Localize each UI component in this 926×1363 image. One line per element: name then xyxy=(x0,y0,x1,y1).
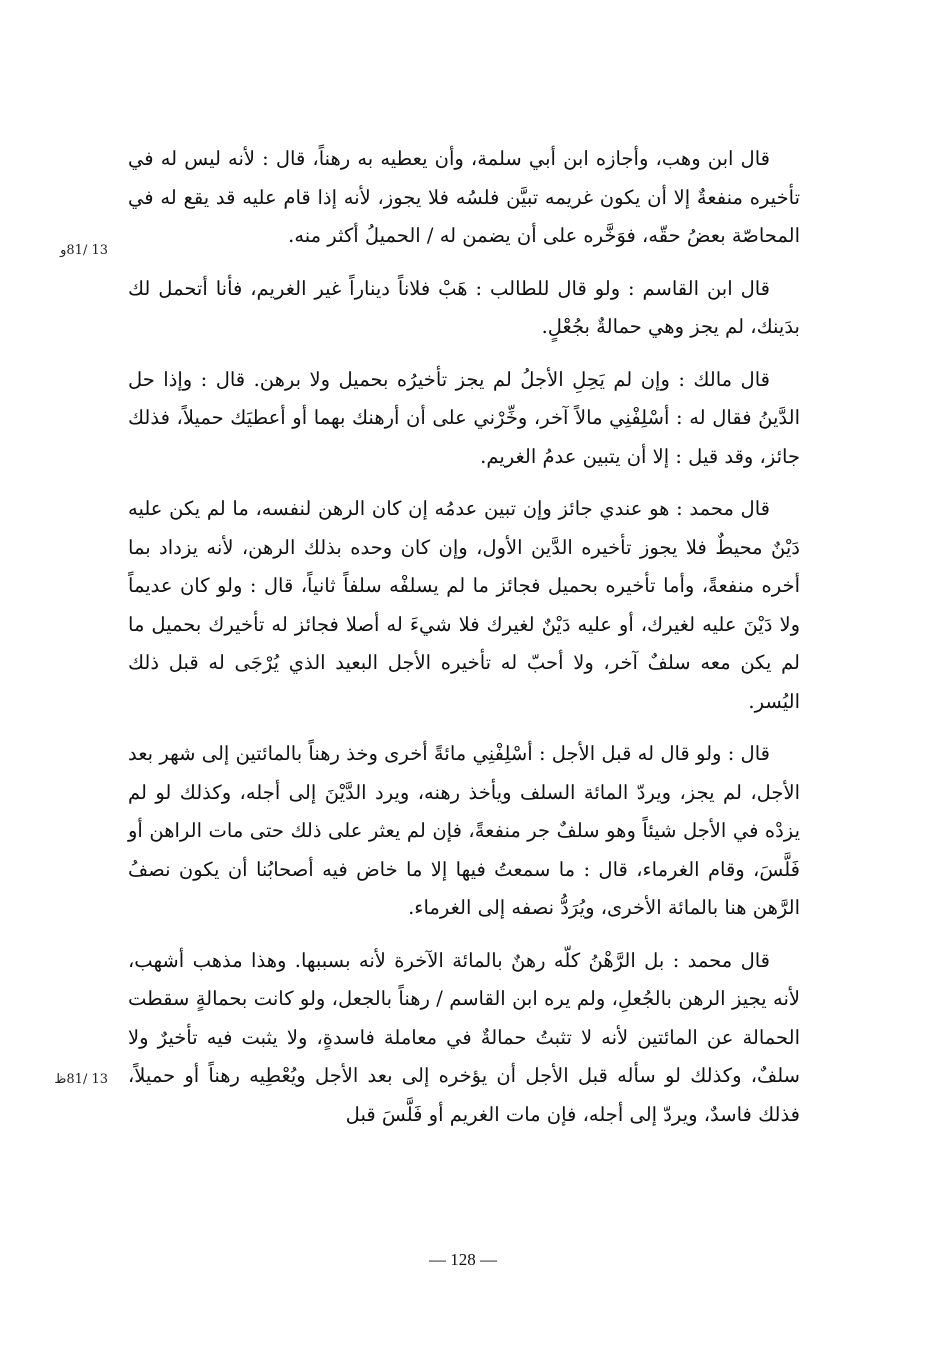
paragraph: قال محمد : هو عندي جائز وإن تبين عدمُه إن كان الرهن لنفسه، ما لم يكن عليه دَيْنٌ محيطٌ فلا يجوز تأخيره الدَّين الأول، وإن كان وحده بذلك الرهن، لأنه يزداد بما أخره منفعةً، وأما تأخيره بحميل فجائز ما لم يسلفْه سلفاً ثانياً، قال : ولو كان عديماً ولا دَيْنَ عليه لغيرك، أو عليه دَيْنٌ لغيرك فلا شيءَ له أصلا فجائز له تأخيرك بحميل ما لم يكن معه سلفٌ آخر، ولا أحبّ له تأخيره الأجل البعيد الذي يُرْجَى له قبل ذلك اليُسر. xyxy=(128,497,800,713)
paragraph: قال مالك : وإن لم يَحِلِ الأجلُ لم يجز تأخيرُه بحميل ولا برهن. قال : وإذا حل الدَّينُ فقال له : أسْلِفْنِي مالاً آخر، وخِّرْني على أن أرهنك بهما أو أعطيَك حميلاً، فذلك جائز، وقد قيل : إلا أن يتبين عدمُ الغريم. xyxy=(128,367,800,468)
folio-margin-note: 13 /81و xyxy=(60,243,108,258)
folio-margin-note: 13 /81ظ xyxy=(54,1072,108,1087)
paragraph: قال ابن وهب، وأجازه ابن أبي سلمة، وأن يعطيه به رهناً، قال : لأنه ليس له في تأخيره منفعةٌ إلا أن يكون غريمه تبيَّن فلسُه فلا يجوز، لأنه إذا قام عليه قد يقع له في المحاصّة بعضُ حقّه، فوَخَّره على أن يضمن له / الحميلُ أكثر منه. xyxy=(128,147,800,247)
paragraph: قال : ولو قال له قبل الأجل : أسْلِفْنِي مائةً أخرى وخذ رهناً بالمائتين إلى شهر بعد الأجل، لم يجز، ويردّ المائة السلف ويأخذ رهنه، ويرد الدَّيْنَ إلى أجله، وكذلك لو لم يزدْه في الأجل شيئاً وهو سلفٌ جر منفعةً، فإن لم يعثر على ذلك حتى مات الراهن أو فَلَّسَ، وقام الغرماء، قال : ما سمعتُ فيها إلا ما خاض فيه أصحابُنا أن يكون نصفُ الرَّهن هنا بالمائة الأخرى، ويُرَدُّ نصفه إلى الغرماء. xyxy=(128,742,800,919)
paragraph: قال محمد : بل الرَّهْنُ كلّه رهنٌ بالمائة الآخرة لأنه بسببها. وهذا مذهب أشهب، لأنه يجيز الرهن بالجُعلِ، ولم يره ابن القاسم / رهناً بالجعل، ولو كانت بحمالةٍ سقطت الحمالة عن المائتين لأنه لا تثبتُ حمالةٌ في معاملة فاسدةٍ، ولا يثبت فيه تأخيرٌ ولا سلفٌ، وكذلك لو سأله قبل الأجل أن يؤخره إلى بعد الأجل ويُعْطِيه رهناً أو حميلاً، فذلك فاسدٌ، ويردّ إلى أجله، فإن مات الغريم أو فَلَّسَ قبل xyxy=(128,948,800,1126)
paragraph: قال ابن القاسم : ولو قال للطالب : هَبْ فلاناً ديناراً غير الغريم، فأنا أتحمل لك بدَينك، لم يجز وهي حمالةٌ بجُعْلٍ. xyxy=(128,276,800,338)
page-number: — 128 — xyxy=(429,1250,497,1269)
text-column xyxy=(128,140,800,1148)
